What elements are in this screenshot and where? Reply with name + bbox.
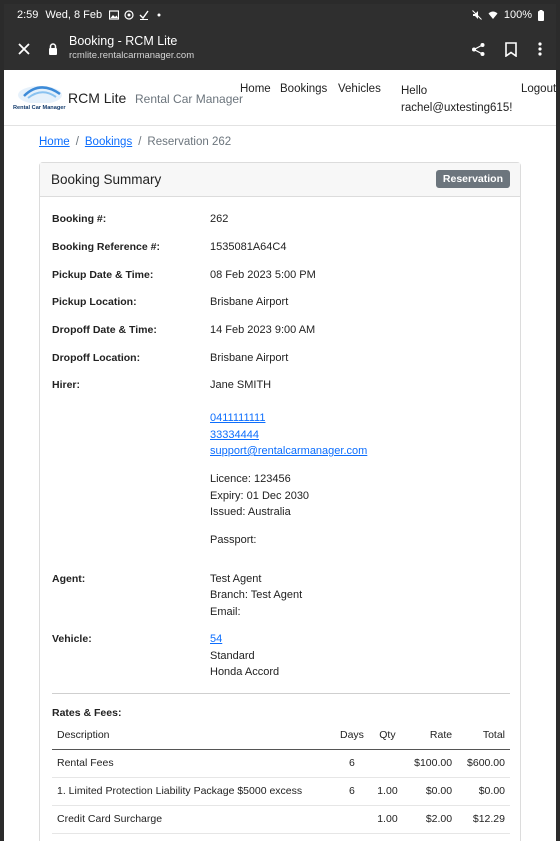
status-badge: Reservation (436, 170, 510, 188)
nav-vehicles[interactable]: Vehicles (338, 83, 381, 95)
agent-email: Email: (210, 606, 241, 618)
table-row (52, 805, 510, 833)
rates-fees-heading: Rates & Fees: (52, 707, 122, 719)
section-divider (52, 693, 510, 694)
breadcrumb-bookings[interactable]: Bookings (84, 136, 133, 148)
fee-total: $12.29 (457, 805, 510, 833)
dropoff-datetime-label: Dropoff Date & Time: (52, 324, 157, 336)
logout-link[interactable]: Logout (521, 83, 556, 95)
nav-bookings[interactable]: Bookings (280, 83, 328, 95)
wifi-icon (488, 10, 498, 20)
bookmark-icon (505, 42, 517, 57)
booking-number-label: Booking #: (52, 213, 107, 225)
site-navbar (4, 70, 556, 126)
status-bar (4, 4, 556, 28)
fee-qty: 1.00 (371, 777, 405, 805)
brand-subtitle: Rental Car Manager (135, 92, 244, 106)
table-row (52, 777, 510, 805)
vehicle-class: Standard (210, 650, 255, 662)
card-header (40, 163, 520, 197)
booking-reference-value: 1535081A64C4 (210, 241, 287, 253)
column-header-rate: Rate (404, 721, 457, 749)
pickup-location-label: Pickup Location: (52, 296, 137, 308)
browser-toolbar (4, 28, 556, 70)
table-header-row (52, 721, 510, 749)
rcm-logo[interactable] (10, 82, 66, 114)
hirer-phone-link[interactable]: 0411111111 (210, 412, 266, 424)
battery-percent: 100% (503, 9, 532, 21)
pickup-location-value: Brisbane Airport (210, 296, 289, 308)
agent-label: Agent: (52, 573, 86, 585)
page-tab-title: Booking - RCM Lite (69, 34, 178, 48)
hirer-licence-expiry: Expiry: 01 Dec 2030 (210, 490, 310, 502)
more-icon (538, 42, 542, 56)
agent-name: Test Agent (210, 573, 262, 585)
dropoff-location-value: Brisbane Airport (210, 352, 289, 364)
close-tab-button[interactable] (10, 35, 38, 63)
hirer-phone2-link[interactable]: 33334444 (210, 429, 259, 441)
vehicle-link[interactable]: 54 (210, 633, 223, 645)
close-icon (18, 43, 30, 55)
logo-text: Rental Car Manager (13, 105, 66, 111)
column-header-days: Days (333, 721, 370, 749)
sync-icon (124, 10, 134, 20)
fee-total: $0.00 (457, 777, 510, 805)
share-icon (471, 42, 486, 57)
image-icon (109, 10, 119, 20)
more-options-button[interactable] (528, 37, 552, 61)
nav-home[interactable]: Home (240, 83, 271, 95)
fee-total: $600.00 (457, 749, 510, 777)
fee-description: Credit Card Surcharge (52, 805, 333, 833)
share-button[interactable] (466, 37, 490, 61)
bookmark-button[interactable] (499, 37, 523, 61)
pickup-datetime-label: Pickup Date & Time: (52, 269, 154, 281)
dot-icon (154, 10, 164, 20)
fee-rate: $0.00 (404, 777, 457, 805)
hello-text: Hello (401, 85, 428, 97)
brand-name[interactable]: RCM Lite (68, 90, 127, 106)
fee-qty: 1.00 (371, 805, 405, 833)
status-right (472, 9, 544, 21)
hirer-name: Jane SMITH (210, 379, 272, 391)
column-header-total: Total (457, 721, 510, 749)
breadcrumb-separator: / (138, 136, 142, 148)
fee-days (333, 805, 370, 833)
dropoff-location-label: Dropoff Location: (52, 352, 141, 364)
fee-description: 1. Limited Protection Liability Package $5000 excess (52, 777, 333, 805)
screen (4, 4, 556, 841)
breadcrumb-current: Reservation 262 (147, 136, 232, 148)
rates-fees-table (52, 721, 510, 834)
hirer-email-link[interactable]: support@rentalcarmanager.com (210, 445, 368, 457)
booking-number-value: 262 (210, 213, 229, 225)
column-header-qty: Qty (371, 721, 405, 749)
fee-days: 6 (333, 777, 370, 805)
hirer-licence-issued: Issued: Australia (210, 506, 291, 518)
hirer-passport: Passport: (210, 534, 257, 546)
fee-qty (371, 749, 405, 777)
breadcrumb-separator: / (75, 136, 79, 148)
status-time: 2:59 (17, 9, 39, 21)
fee-rate: $100.00 (404, 749, 457, 777)
agent-branch: Branch: Test Agent (210, 589, 303, 601)
user-greeting (401, 83, 512, 117)
dropoff-datetime-value: 14 Feb 2023 9:00 AM (210, 324, 316, 336)
breadcrumb (39, 136, 231, 148)
user-email: rachel@uxtesting615! (401, 102, 513, 114)
column-header-description: Description (52, 721, 333, 749)
card-title: Booking Summary (51, 172, 162, 187)
hirer-label: Hirer: (52, 379, 81, 391)
vehicle-model: Honda Accord (210, 666, 280, 678)
mute-icon (472, 10, 482, 20)
fee-rate: $2.00 (404, 805, 457, 833)
vehicle-label: Vehicle: (52, 633, 92, 645)
notification-icons (109, 10, 164, 20)
hirer-licence: Licence: 123456 (210, 473, 291, 485)
lock-icon (46, 42, 60, 56)
status-left (17, 9, 164, 21)
battery-icon (538, 10, 544, 21)
pickup-datetime-value: 08 Feb 2023 5:00 PM (210, 269, 316, 281)
booking-summary-card (39, 162, 521, 841)
breadcrumb-home[interactable]: Home (39, 136, 70, 148)
booking-reference-label: Booking Reference #: (52, 241, 160, 253)
fee-days: 6 (333, 749, 370, 777)
fee-description: Rental Fees (52, 749, 333, 777)
table-row (52, 749, 510, 777)
page-url[interactable]: rcmlite.rentalcarmanager.com (69, 50, 195, 61)
check-icon (139, 10, 149, 20)
status-date: Wed, 8 Feb (45, 9, 103, 21)
